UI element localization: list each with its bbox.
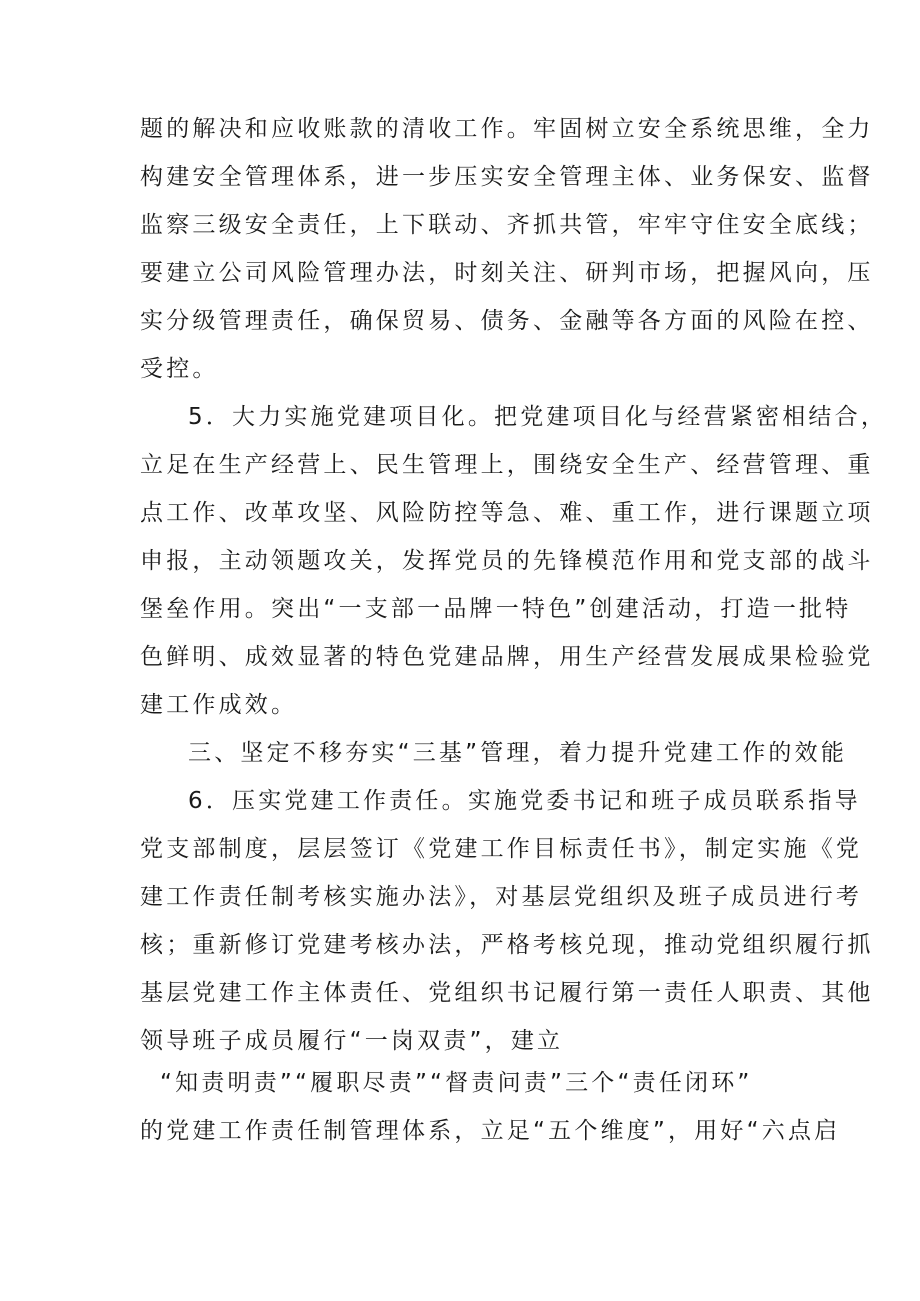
paragraph-line: 建工作责任制考核实施办法》，对基层党组织及班子成员进行考: [140, 884, 863, 910]
paragraph-line: 监察三级安全责任，上下联动、齐抓共管，牢牢守住安全底线；: [140, 212, 874, 238]
paragraph-line: 受控。: [140, 356, 219, 382]
paragraph-line: “知责明责”“履职尽责”“督责问责”三个“责任闭环”: [160, 1070, 753, 1096]
paragraph-line: 申报，主动领题攻关，发挥党员的先锋模范作用和党支部的战斗: [140, 548, 874, 574]
paragraph-line: 要建立公司风险管理办法，时刻关注、研判市场，把握风向，压: [140, 260, 874, 286]
paragraph-line: 基层党建工作主体责任、党组织书记履行第一责任人职责、其他: [140, 980, 874, 1006]
paragraph-line: 构建安全管理体系，进一步压实安全管理主体、业务保安、监督: [140, 164, 874, 190]
paragraph-line: 的党建工作责任制管理体系，立足“五个维度”，用好“六点启: [140, 1118, 841, 1144]
paragraph-line: 点工作、改革攻坚、风险防控等急、难、重工作，进行课题立项: [140, 500, 874, 526]
paragraph-line: 实分级管理责任，确保贸易、债务、金融等各方面的风险在控、: [140, 308, 874, 334]
paragraph-line: 堡垒作用。突出“一支部一品牌一特色”创建活动，打造一批特: [140, 596, 852, 622]
paragraph-line: 核；重新修订党建考核办法，严格考核兑现，推动党组织履行抓: [140, 932, 874, 958]
paragraph-line: 党支部制度，层层签订《党建工作目标责任书》，制定实施《党: [140, 836, 863, 862]
paragraph-line: 立足在生产经营上、民生管理上，围绕安全生产、经营管理、重: [140, 452, 874, 478]
paragraph-line: 5．大力实施党建项目化。把党建项目化与经营紧密相结合，: [188, 404, 888, 430]
paragraph-line: 领导班子成员履行“一岗双责”，建立: [140, 1028, 564, 1054]
section-heading: 三、坚定不移夯实“三基”管理，着力提升党建工作的效能: [188, 740, 848, 766]
paragraph-line: 6．压实党建工作责任。实施党委书记和班子成员联系指导: [188, 788, 861, 814]
paragraph-line: 题的解决和应收账款的清收工作。牢固树立安全系统思维，全力: [140, 116, 874, 142]
paragraph-line: 色鲜明、成效显著的特色党建品牌，用生产经营发展成果检验党: [140, 644, 874, 670]
paragraph-line: 建工作成效。: [140, 692, 298, 718]
